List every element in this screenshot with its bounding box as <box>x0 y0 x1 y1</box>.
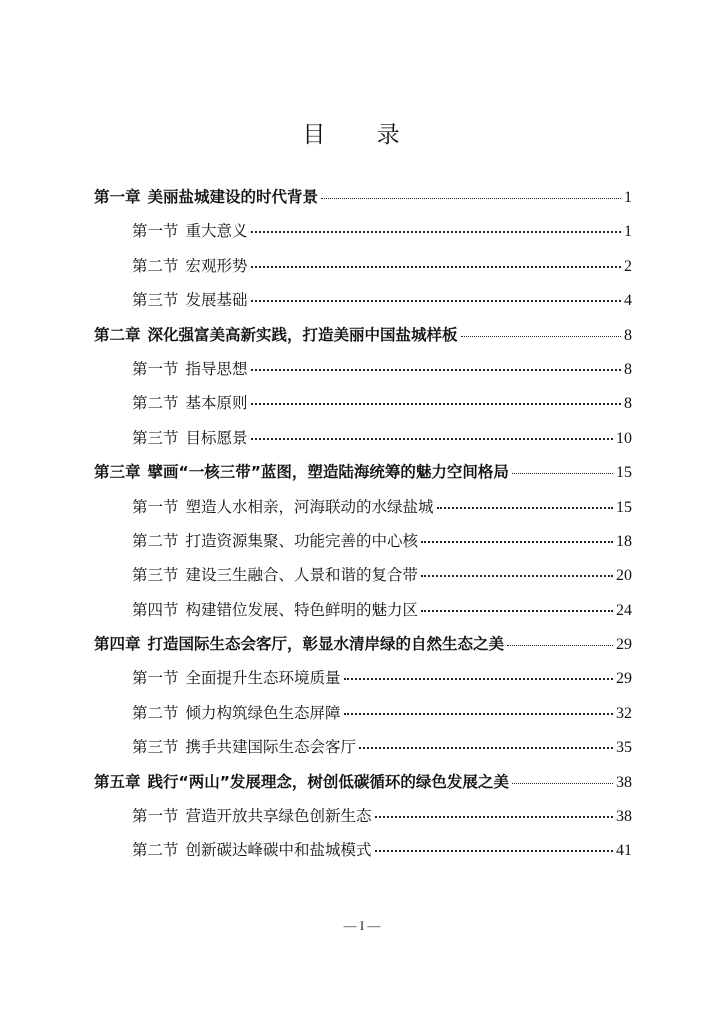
toc-section-entry[interactable] <box>94 666 632 700</box>
section-number: 第二节 <box>132 841 179 860</box>
dot-leader <box>251 402 621 405</box>
chapter-title: 擘画“一核三带”蓝图，塑造陆海统筹的魅力空间格局 <box>147 463 509 482</box>
toc-section-entry[interactable] <box>94 391 632 425</box>
toc-entry-label <box>132 219 248 241</box>
section-title: 携手共建国际生态会客厅 <box>185 738 357 757</box>
toc-entry-label <box>94 185 318 207</box>
chapter-title: 打造国际生态会客厅，彰显水清岸绿的自然生态之美 <box>147 635 505 654</box>
page-title: 目 录 <box>302 122 422 148</box>
dot-leader <box>507 644 613 646</box>
page-number: 24 <box>616 601 632 619</box>
toc-section-entry[interactable] <box>94 701 632 735</box>
page-number: 10 <box>616 429 632 447</box>
section-title: 重大意义 <box>185 222 248 241</box>
page-number: 8 <box>624 395 632 413</box>
section-title: 建设三生融合、人景和谐的复合带 <box>185 566 419 585</box>
section-number: 第一节 <box>132 359 179 378</box>
dot-leader <box>251 299 621 302</box>
toc-entry-label <box>132 495 434 517</box>
section-title: 目标愿景 <box>185 428 248 447</box>
section-number: 第三节 <box>132 291 179 310</box>
page-number: 29 <box>616 670 632 688</box>
page-number: 8 <box>624 326 632 344</box>
page-number: 18 <box>616 532 632 550</box>
toc-entry-label <box>132 735 356 757</box>
chapter-title: 深化强富美高新实践，打造美丽中国盐城样板 <box>147 325 458 344</box>
section-number: 第一节 <box>132 222 179 241</box>
section-number: 第二节 <box>132 703 179 722</box>
toc-entry-label <box>94 323 458 345</box>
page-number: 4 <box>624 292 632 310</box>
section-title: 塑造人水相亲，河海联动的水绿盐城 <box>185 497 434 516</box>
toc-section-entry[interactable] <box>94 838 632 872</box>
section-number: 第一节 <box>132 807 179 826</box>
toc-section-entry[interactable] <box>94 357 632 391</box>
dot-leader <box>344 677 613 680</box>
section-title: 打造资源集聚、功能完善的中心核 <box>185 531 419 550</box>
dot-leader <box>512 472 613 474</box>
toc-entry-label <box>132 701 341 723</box>
section-title: 发展基础 <box>185 291 248 310</box>
dot-leader <box>251 368 621 371</box>
toc-chapter-entry[interactable] <box>94 460 632 494</box>
chapter-number: 第一章 <box>94 188 141 206</box>
section-title: 构建错位发展、特色鲜明的魅力区 <box>185 600 419 619</box>
page-number: 38 <box>616 773 632 791</box>
section-title: 倾力构筑绿色生态屏障 <box>185 703 341 722</box>
page-number: 15 <box>616 464 632 482</box>
dot-leader <box>421 609 613 612</box>
toc-section-entry[interactable] <box>94 254 632 288</box>
chapter-number: 第三章 <box>94 463 141 482</box>
section-number: 第一节 <box>132 497 179 516</box>
chapter-title: 践行“两山”发展理念，树创低碳循环的绿色发展之美 <box>147 772 509 791</box>
section-title: 营造开放共享绿色创新生态 <box>185 807 372 826</box>
dot-leader <box>251 437 613 440</box>
page-number: 15 <box>616 498 632 516</box>
toc-entry-label <box>132 838 372 860</box>
section-number: 第四节 <box>132 600 179 619</box>
chapter-number: 第二章 <box>94 325 141 344</box>
chapter-number: 第四章 <box>94 635 141 654</box>
section-number: 第二节 <box>132 256 179 275</box>
toc-entry-label <box>94 770 509 792</box>
dot-leader <box>512 782 613 784</box>
page-number: 20 <box>616 567 632 585</box>
toc-entry-label <box>94 460 509 482</box>
dot-leader <box>375 849 613 852</box>
page-number: 8 <box>624 360 632 378</box>
toc-chapter-entry[interactable] <box>94 185 632 219</box>
dot-leader <box>344 712 613 715</box>
toc-section-entry[interactable] <box>94 563 632 597</box>
toc-chapter-entry[interactable] <box>94 323 632 357</box>
toc-entry-label <box>132 529 418 551</box>
section-number: 第一节 <box>132 669 179 688</box>
toc-section-entry[interactable] <box>94 495 632 529</box>
section-title: 全面提升生态环境质量 <box>185 669 341 688</box>
page-number: 41 <box>616 842 632 860</box>
dot-leader <box>251 230 621 233</box>
toc-entry-label <box>132 563 418 585</box>
page-number: 29 <box>616 636 632 654</box>
section-number: 第三节 <box>132 428 179 447</box>
chapter-title: 美丽盐城建设的时代背景 <box>147 188 319 206</box>
toc-entry-label <box>132 254 248 276</box>
toc-section-entry[interactable] <box>94 426 632 460</box>
page-number: 1 <box>624 189 632 206</box>
dot-leader <box>421 574 613 577</box>
toc-entry-label <box>132 804 372 826</box>
table-of-contents <box>94 185 632 873</box>
toc-entry-label <box>94 632 504 654</box>
dot-leader <box>375 815 613 818</box>
toc-entry-label <box>132 666 341 688</box>
dot-leader <box>251 265 621 268</box>
toc-entry-label <box>132 598 418 620</box>
chapter-number: 第五章 <box>94 772 141 791</box>
toc-section-entry[interactable] <box>94 219 632 253</box>
toc-entry-label <box>132 357 248 379</box>
section-number: 第三节 <box>132 566 179 585</box>
toc-section-entry[interactable] <box>94 529 632 563</box>
dot-leader <box>437 506 613 509</box>
dot-leader <box>421 540 613 543</box>
page-number: 35 <box>616 739 632 757</box>
section-number: 第二节 <box>132 531 179 550</box>
page-number: 38 <box>616 808 632 826</box>
section-number: 第三节 <box>132 738 179 757</box>
dot-leader <box>359 746 613 749</box>
section-title: 基本原则 <box>185 394 248 413</box>
section-title: 指导思想 <box>185 359 248 378</box>
toc-section-entry[interactable] <box>94 735 632 769</box>
page-number: 32 <box>616 704 632 722</box>
toc-entry-label <box>132 426 248 448</box>
page-number-footer: — I — <box>343 918 381 933</box>
dot-leader <box>461 335 621 337</box>
toc-section-entry[interactable] <box>94 804 632 838</box>
section-title: 创新碳达峰碳中和盐城模式 <box>185 841 372 860</box>
toc-entry-label <box>132 391 248 413</box>
toc-section-entry[interactable] <box>94 288 632 322</box>
section-title: 宏观形势 <box>185 256 248 275</box>
page-number: 1 <box>624 223 632 241</box>
toc-section-entry[interactable] <box>94 598 632 632</box>
toc-chapter-entry[interactable] <box>94 632 632 666</box>
toc-chapter-entry[interactable] <box>94 770 632 804</box>
toc-entry-label <box>132 288 248 310</box>
page-number: 2 <box>624 257 632 275</box>
dot-leader <box>321 197 621 199</box>
section-number: 第二节 <box>132 394 179 413</box>
